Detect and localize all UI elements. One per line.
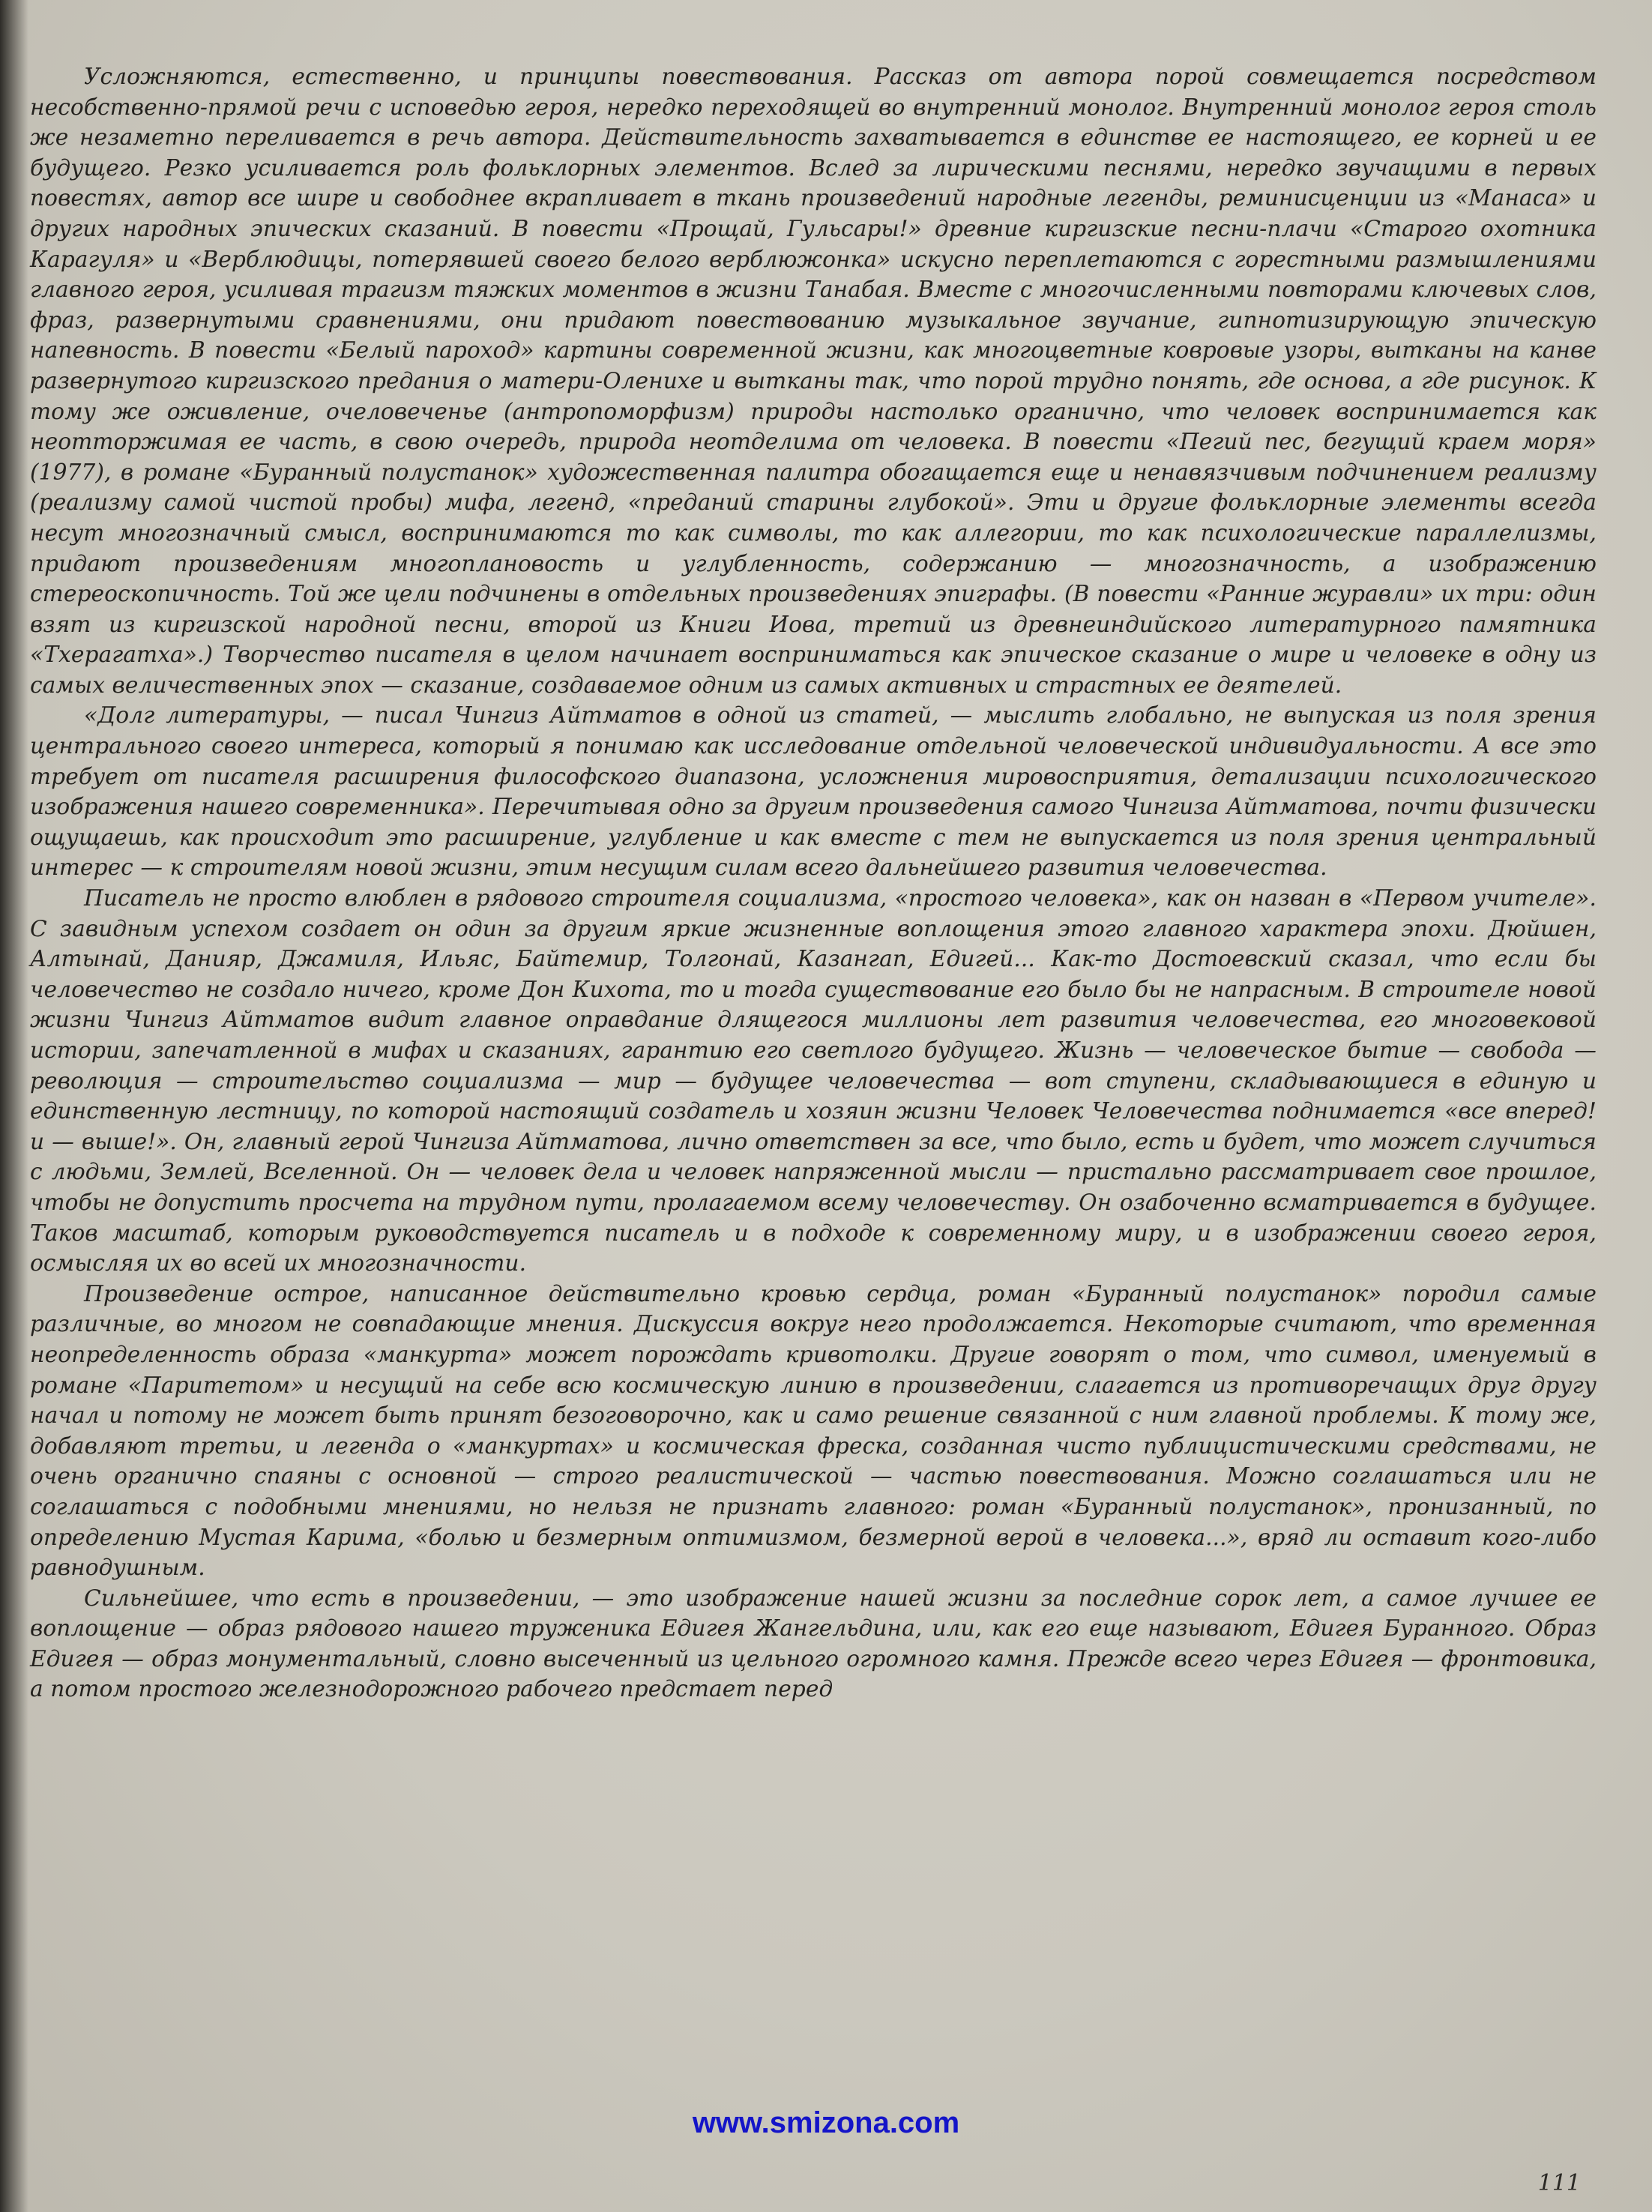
paragraph: Писатель не просто влюблен в рядового строителя социализма, «простого человека», как он назван в «Первом учителе». С завидным успехом создает он один за другим яркие жизненные воплощения этого главного характера эпохи. Дюйшен, Алтынай, Данияр, Джамиля, Ильяс, Байтемир, Толгонай, Казангап, Едигей... Как-то Достоевский сказал, что если бы человечество не создало ничего, кроме Дон Кихота, то и тогда существование его было бы не напрасным. В строителе новой жизни Чингиз Айтматов видит главное оправдание длящегося миллионы лет развития человечества, его многовековой истории, запечатленной в мифах и сказаниях, гарантию его светлого будущего. Жизнь — человеческое бытие — свобода — революция — строительство социализма — мир — будущее человечества — вот ступени, складывающиеся в единую и единственную лестницу, по которой настоящий создатель и хозяин жизни Человек Человечества поднимается «все вперед! и — выше!». Он, главный герой Чингиза Айтматова, лично ответствен за все, что было, есть и будет, что может случиться с людьми, Землей, Вселенной. Он — человек дела и человек напряженной мысли — пристально рассматривает свое прошлое, чтобы не допустить просчета на трудном пути, пролагаемом всему человечеству. Он озабоченно всматривается в будущее. Таков масштаб, которым руководствуется писатель и в подходе к современному миру, и в изображении своего героя, осмысляя их во всей их многозначности. (30, 885, 1597, 1277)
body-text (30, 61, 1597, 1705)
paragraph: Сильнейшее, что есть в произведении, — это изображение нашей жизни за последние сорок лет, а самое лучшее ее воплощение — образ рядового нашего труженика Едигея Жангельдина, или, как его еще называют, Едигея Буранного. Образ Едигея — образ монументальный, словно высеченный из цельного огромного камня. Прежде всего через Едигея — фронтовика, а потом простого железнодорожного рабочего предстает перед (30, 1585, 1597, 1702)
paragraph: Усложняются, естественно, и принципы повествования. Рассказ от автора порой совмещается посредством несобственно-прямой речи с исповедью героя, нередко переходящей во внутренний монолог. Внутренний монолог героя столь же незаметно переливается в речь автора. Действительность захватывается в единстве ее настоящего, ее корней и ее будущего. Резко усиливается роль фольклорных элементов. Вслед за лирическими песнями, нередко звучащими в первых повестях, автор все шире и свободнее вкрапливает в ткань произведений народные легенды, реминисценции из «Манаса» и других народных эпических сказаний. В повести «Прощай, Гульсары!» древние киргизские песни-плачи «Старого охотника Карагуля» и «Верблюдицы, потерявшей своего белого верблюжонка» искусно переплетаются с горестными размышлениями главного героя, усиливая трагизм тяжких моментов в жизни Танабая. Вместе с многочисленными повторами ключевых слов, фраз, развернутыми сравнениями, они придают повествованию музыкальное звучание, гипнотизирующую эпическую напевность. В повести «Белый пароход» картины современной жизни, как многоцветные ковровые узоры, вытканы на канве развернутого киргизского предания о матери-Оленихе и вытканы так, что порой трудно понять, где основа, а где рисунок. К тому же оживление, очеловеченье (антропоморфизм) природы настолько органично, что человек воспринимается как неотторжимая ее часть, в свою очередь, природа неотделима от человека. В повести «Пегий пес, бегущий краем моря» (1977), в романе «Буранный полустанок» художественная палитра обогащается еще и ненавязчивым подчинением реализму (реализму самой чистой пробы) мифа, легенд, «преданий старины глубокой». Эти и другие фольклорные элементы всегда несут многозначный смысл, воспринимаются то как символы, то как аллегории, то как психологические параллелизмы, придают произведениям многоплановость и углубленность, содержанию — многозначность, а изображению стереоскопичность. Той же цели подчинены в отдельных произведениях эпиграфы. (В повести «Ранние журавли» их три: один взят из киргизской народной песни, второй из Книги Иова, третий из древнеиндийского литературного памятника «Тхерагатха».) Творчество писателя в целом начинает восприниматься как эпическое сказание о мире и человеке в одну из самых величественных эпох — сказание, создаваемое одним из самых активных и страстных ее деятелей. (30, 64, 1597, 698)
page-number: 111 (1537, 2170, 1581, 2196)
binding-shadow (0, 0, 28, 2212)
paragraph: Произведение острое, написанное действительно кровью сердца, роман «Буранный полустанок» породил самые различные, во многом не совпадающие мнения. Дискуссия вокруг него продолжается. Некоторые считают, что временная неопределенность образа «манкурта» может порождать кривотолки. Другие говорят о том, что символ, именуемый в романе «Паритетом» и несущий на себе всю космическую линию в произведении, слагается из противоречащих друг другу начал и потому не может быть принят безоговорочно, как и само решение связанной с ним главной проблемы. К тому же, добавляют третьи, и легенда о «манкуртах» и космическая фреска, созданная чисто публицистическими средствами, не очень органично спаяны с основной — строго реалистической — частью повествования. Можно соглашаться или не соглашаться с подобными мнениями, но нельзя не признать главного: роман «Буранный полустанок», пронизанный, по определению Мустая Карима, «болью и безмерным оптимизмом, безмерной верой в человека...», вряд ли оставит кого-либо равнодушным. (30, 1280, 1597, 1581)
paragraph: «Долг литературы, — писал Чингиз Айтматов в одной из статей, — мыслить глобально, не выпуская из поля зрения центрального своего интереса, который я понимаю как исследование отдельной человеческой индивидуальности. А все это требует от писателя расширения философского диапазона, усложнения мировосприятия, детализации психологического изображения нашего современника». Перечитывая одно за другим произведения самого Чингиза Айтматова, почти физически ощущаешь, как происходит это расширение, углубление и как вместе с тем не выпускается из поля зрения центральный интерес — к строителям новой жизни, этим несущим силам всего дальнейшего развития человечества. (30, 702, 1597, 881)
watermark-text: www.smizona.com (692, 2106, 960, 2139)
